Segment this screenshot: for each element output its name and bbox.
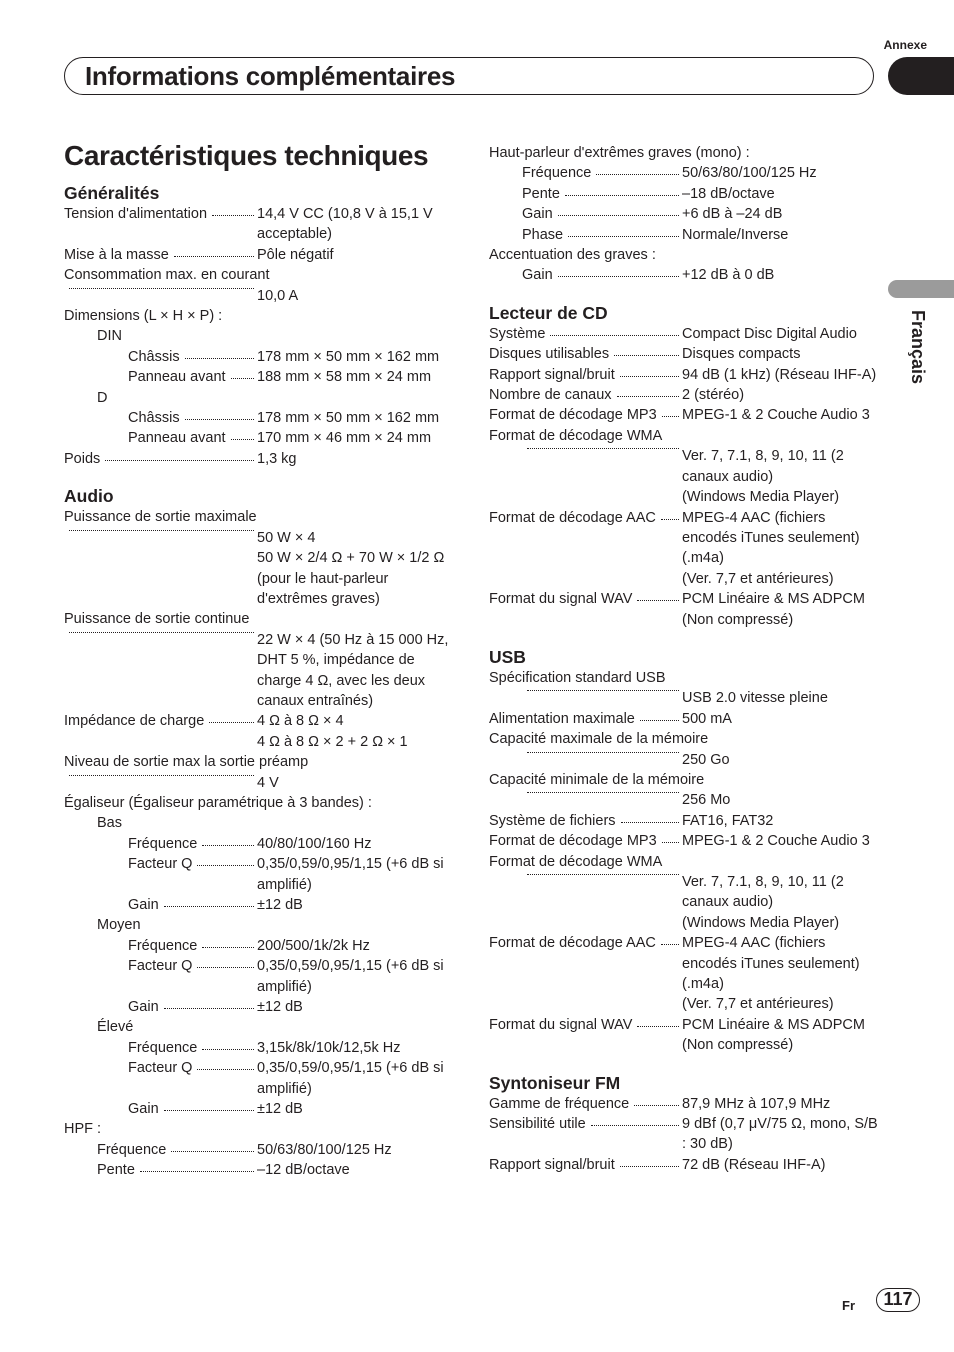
spec-heading: Format de décodage WMA (489, 853, 663, 870)
spec-row (64, 286, 454, 306)
spec-row (64, 915, 454, 935)
spec-label (489, 750, 682, 770)
spec-value: 22 W × 4 (50 Hz à 15 000 Hz, DHT 5 %, impédance de charge 4 Ω, avec les deux canaux entraînés) (257, 631, 449, 709)
spec-row (489, 163, 881, 183)
dot-leader (69, 630, 254, 633)
spec-value: Disques compacts (682, 346, 801, 363)
spec-row (489, 770, 881, 790)
spec-row (64, 507, 454, 527)
spec-row (64, 793, 454, 813)
spec-heading: Spécification standard USB (489, 669, 666, 686)
spec-label (64, 1099, 257, 1119)
spec-value: 50/63/80/100/125 Hz (682, 165, 817, 182)
dot-leader (661, 940, 679, 945)
spec-value: Compact Disc Digital Audio (682, 325, 857, 342)
spec-label (489, 1114, 682, 1155)
spec-label (64, 286, 257, 306)
spec-label (64, 711, 257, 752)
spec-label (489, 324, 682, 344)
spec-row (64, 449, 454, 469)
spec-value: MPEG-1 & 2 Couche Audio 3 (682, 407, 870, 424)
spec-value: 4 V (257, 774, 279, 791)
spec-row (64, 752, 454, 772)
spec-row (64, 528, 454, 610)
spec-value: MPEG-4 AAC (fichiers encodés iTunes seulement) (.m4a) (Ver. 7,7 et antérieures) (682, 509, 860, 587)
section-title: Généralités (64, 183, 160, 203)
spec-label (489, 1155, 682, 1175)
spec-value: Ver. 7, 7.1, 8, 9, 10, 11 (2 canaux audio) (Windows Media Player) (682, 448, 844, 506)
spec-label-text: Fréquence (128, 937, 198, 954)
spec-heading: Accentuation des graves : (489, 247, 656, 264)
spec-row (64, 1099, 454, 1119)
spec-label (489, 790, 682, 810)
dot-leader (550, 331, 679, 336)
spec-label (64, 630, 257, 712)
spec-row (64, 408, 454, 428)
spec-label (489, 508, 682, 590)
dot-leader (202, 841, 254, 846)
spec-row (489, 265, 881, 285)
spec-value: 10,0 A (257, 287, 299, 304)
spec-label (64, 997, 257, 1017)
dot-leader (568, 232, 679, 237)
spec-row (489, 426, 881, 446)
spec-heading: Puissance de sortie continue (64, 611, 250, 628)
spec-row (489, 324, 881, 344)
spec-label-text: Alimentation maximale (489, 710, 635, 727)
dot-leader (69, 286, 254, 289)
spec-value: Normale/Inverse (682, 226, 789, 243)
spec-label-text: Châssis (128, 348, 180, 365)
spec-label-text: Phase (522, 226, 564, 243)
dot-leader (527, 872, 679, 875)
spec-value: 256 Mo (682, 792, 731, 809)
spec-label (64, 936, 257, 956)
spec-value: 40/80/100/160 Hz (257, 835, 372, 852)
spec-label (64, 347, 257, 367)
spec-value: 4 Ω à 8 Ω × 4 4 Ω à 8 Ω × 2 + 2 Ω × 1 (257, 713, 408, 750)
dot-leader (662, 838, 679, 843)
spec-row (64, 204, 454, 245)
spec-row (64, 895, 454, 915)
dot-leader (637, 1022, 679, 1027)
spec-row (489, 729, 881, 749)
spec-label-text: Facteur Q (128, 856, 193, 873)
dot-leader (558, 272, 679, 277)
spec-label-text: Système de fichiers (489, 812, 616, 829)
section-label: Annexe (883, 38, 927, 52)
spec-heading: Niveau de sortie max la sortie préamp (64, 754, 309, 771)
spec-row (64, 367, 454, 387)
spec-label (489, 365, 682, 385)
dot-leader (140, 1167, 254, 1172)
spec-label-text: Panneau avant (128, 369, 226, 386)
spec-row (489, 1094, 881, 1114)
spec-heading: DIN (97, 328, 122, 345)
spec-row (489, 852, 881, 872)
spec-value: MPEG-4 AAC (fichiers encodés iTunes seulement) (.m4a) (Ver. 7,7 et antérieures) (682, 935, 860, 1013)
spec-heading: Format de décodage WMA (489, 427, 663, 444)
spec-value: PCM Linéaire & MS ADPCM (Non compressé) (682, 1016, 865, 1054)
spec-label (489, 709, 682, 729)
spec-label (64, 834, 257, 854)
dot-leader (527, 688, 679, 691)
spec-value: FAT16, FAT32 (682, 812, 774, 829)
spec-value: 178 mm × 50 mm × 162 mm (257, 410, 440, 427)
spec-label (489, 225, 682, 245)
spec-heading: D (97, 389, 108, 406)
spec-value: 94 dB (1 kHz) (Réseau IHF-A) (682, 366, 877, 383)
spec-label-text: Poids (64, 450, 101, 467)
spec-label (64, 428, 257, 448)
spec-label (489, 688, 682, 708)
spec-heading: Puissance de sortie maximale (64, 509, 257, 526)
spec-label (489, 1015, 682, 1056)
spec-label (489, 163, 682, 183)
section-title: Syntoniseur FM (489, 1072, 621, 1093)
spec-value: ±12 dB (257, 1101, 303, 1118)
page-number: 117 (876, 1288, 920, 1312)
spec-label-text: Format de décodage MP3 (489, 407, 657, 424)
spec-row (489, 688, 881, 708)
spec-label (64, 956, 257, 997)
spec-label (489, 872, 682, 933)
section-title: USB (489, 646, 526, 667)
dot-leader (637, 596, 679, 601)
spec-label-text: Format de décodage AAC (489, 509, 656, 526)
spec-label-text: Pente (97, 1162, 135, 1179)
dot-leader (617, 392, 679, 397)
spec-row (489, 811, 881, 831)
section-title: Audio (64, 486, 114, 507)
spec-row (489, 933, 881, 1015)
dot-leader (212, 211, 254, 216)
spec-label-text: Pente (522, 185, 560, 202)
spec-row (64, 813, 454, 833)
spec-label (489, 589, 682, 630)
dot-leader (527, 750, 679, 753)
spec-value: –12 dB/octave (257, 1162, 350, 1179)
spec-value: 0,35/0,59/0,95/1,15 (+6 dB si amplifié) (257, 958, 444, 995)
dot-leader (662, 412, 679, 417)
spec-label-text: Facteur Q (128, 1060, 193, 1077)
spec-label-text: Fréquence (97, 1141, 167, 1158)
spec-label-text: Gain (522, 267, 553, 284)
spec-value: 14,4 V CC (10,8 V à 15,1 V acceptable) (257, 206, 433, 243)
spec-row (489, 1015, 881, 1056)
spec-row (64, 630, 454, 712)
spec-row (489, 446, 881, 507)
left-column (64, 182, 454, 1181)
spec-heading: Moyen (97, 917, 141, 934)
spec-row (64, 265, 454, 285)
dot-leader (527, 790, 679, 793)
spec-heading: Haut-parleur d'extrêmes graves (mono) : (489, 145, 750, 161)
chapter-title: Informations complémentaires (85, 61, 456, 91)
spec-value: ±12 dB (257, 999, 303, 1016)
spec-label (64, 1058, 257, 1099)
spec-row (489, 709, 881, 729)
spec-row (489, 750, 881, 770)
spec-label (489, 204, 682, 224)
spec-row (489, 405, 881, 425)
spec-label (489, 831, 682, 851)
dot-leader (197, 1065, 254, 1070)
spec-row (489, 143, 881, 163)
spec-label (489, 933, 682, 1015)
spec-label (489, 344, 682, 364)
spec-label (489, 184, 682, 204)
dot-leader (105, 456, 254, 461)
spec-label (489, 265, 682, 285)
dot-leader (565, 191, 679, 196)
spec-value: 9 dBf (0,7 μV/75 Ω, mono, S/B : 30 dB) (682, 1116, 878, 1153)
spec-value: ±12 dB (257, 897, 303, 913)
spec-label-text: Panneau avant (128, 430, 226, 447)
spec-label (489, 385, 682, 405)
dot-leader (558, 211, 679, 216)
spec-value: PCM Linéaire & MS ADPCM (Non compressé) (682, 591, 865, 628)
spec-label (489, 405, 682, 425)
dot-leader (171, 1147, 254, 1152)
spec-label-text: Format du signal WAV (489, 1016, 633, 1033)
dot-leader (621, 818, 679, 823)
spec-heading: Capacité minimale de la mémoire (489, 771, 705, 788)
spec-row (64, 1017, 454, 1037)
spec-label (64, 245, 257, 265)
dot-leader (202, 943, 254, 948)
spec-label (64, 773, 257, 793)
spec-row (489, 385, 881, 405)
dot-leader (164, 902, 254, 907)
spec-label (489, 811, 682, 831)
spec-label (64, 408, 257, 428)
spec-row (489, 1114, 881, 1155)
spec-row (489, 668, 881, 688)
spec-value: Ver. 7, 7.1, 8, 9, 10, 11 (2 canaux audio) (Windows Media Player) (682, 874, 844, 931)
spec-label (64, 1140, 257, 1160)
spec-value: 188 mm × 58 mm × 24 mm (257, 369, 432, 386)
dot-leader (197, 963, 254, 968)
dot-leader (661, 515, 679, 520)
spec-value: 0,35/0,59/0,95/1,15 (+6 dB si amplifié) (257, 856, 444, 893)
spec-value: 50/63/80/100/125 Hz (257, 1141, 392, 1158)
spec-label-text: Sensibilité utile (489, 1116, 586, 1133)
spec-row (489, 365, 881, 385)
spec-label (489, 446, 682, 507)
spec-label-text: Rapport signal/bruit (489, 1156, 615, 1173)
spec-row (64, 956, 454, 997)
dot-leader (231, 374, 254, 379)
dot-leader (591, 1121, 679, 1126)
spec-label (64, 449, 257, 469)
spec-value: 87,9 MHz à 107,9 MHz (682, 1095, 831, 1112)
spec-value: 2 (stéréo) (682, 387, 745, 404)
spec-row (64, 834, 454, 854)
spec-value: MPEG-1 & 2 Couche Audio 3 (682, 833, 870, 850)
spec-row (64, 1058, 454, 1099)
dot-leader (620, 1162, 679, 1167)
spec-value: 170 mm × 46 mm × 24 mm (257, 430, 432, 447)
spec-label (64, 854, 257, 895)
spec-label-text: Rapport signal/bruit (489, 366, 615, 383)
spec-value: USB 2.0 vitesse pleine (682, 690, 828, 707)
spec-row (64, 1038, 454, 1058)
spec-label-text: Système (489, 325, 546, 342)
spec-value: 250 Go (682, 751, 730, 768)
spec-value: +6 dB à –24 dB (682, 206, 783, 223)
spec-label-text: Fréquence (128, 835, 198, 852)
spec-label-text: Format de décodage AAC (489, 935, 656, 952)
spec-value: 1,3 kg (257, 450, 297, 467)
spec-row (64, 936, 454, 956)
dot-leader (164, 1106, 254, 1111)
spec-row (64, 306, 454, 326)
spec-row (489, 184, 881, 204)
spec-heading: Consommation max. en courant (64, 267, 270, 284)
spec-value: 72 dB (Réseau IHF-A) (682, 1156, 826, 1173)
spec-label-text: Mise à la masse (64, 246, 169, 263)
right-column (489, 143, 881, 1175)
language-tab-marker (888, 280, 954, 298)
dot-leader (527, 446, 679, 449)
spec-label (64, 1160, 257, 1180)
dot-leader (202, 1045, 254, 1050)
spec-row (64, 1119, 454, 1139)
spec-row (64, 773, 454, 793)
dot-leader (185, 415, 254, 420)
spec-heading: Dimensions (L × H × P) : (64, 308, 223, 325)
spec-label-text: Fréquence (522, 165, 592, 182)
dot-leader (634, 1101, 679, 1106)
spec-label-text: Gain (128, 897, 159, 913)
spec-label (489, 1094, 682, 1114)
spec-label-text: Gain (128, 999, 159, 1016)
spec-label (64, 895, 257, 915)
spec-label-text: Fréquence (128, 1039, 198, 1056)
spec-row (489, 589, 881, 630)
spec-row (64, 1140, 454, 1160)
spec-heading: HPF : (64, 1121, 102, 1138)
spec-row (489, 831, 881, 851)
spec-label (64, 1038, 257, 1058)
spec-row (64, 609, 454, 629)
spec-heading: Élevé (97, 1019, 134, 1036)
spec-row (489, 1155, 881, 1175)
dot-leader (596, 170, 679, 175)
dot-leader (209, 718, 254, 723)
spec-label-text: Impédance de charge (64, 713, 205, 730)
spec-value: 500 mA (682, 710, 732, 727)
dot-leader (69, 528, 254, 531)
spec-row (64, 388, 454, 408)
spec-label-text: Châssis (128, 410, 180, 427)
spec-value: 0,35/0,59/0,95/1,15 (+6 dB si amplifié) (257, 1060, 444, 1097)
spec-row (64, 245, 454, 265)
spec-label (64, 367, 257, 387)
spec-label (64, 528, 257, 610)
spec-row (64, 854, 454, 895)
spec-value: 200/500/1k/2k Hz (257, 937, 370, 954)
dot-leader (164, 1004, 254, 1009)
spec-row (489, 790, 881, 810)
spec-row (489, 872, 881, 933)
dot-leader (197, 861, 254, 866)
spec-label-text: Gain (128, 1101, 159, 1118)
spec-heading: Égaliseur (Égaliseur paramétrique à 3 bandes) : (64, 794, 372, 811)
spec-label-text: Tension d'alimentation (64, 206, 208, 222)
spec-label-text: Gamme de fréquence (489, 1095, 630, 1112)
dot-leader (69, 773, 254, 776)
spec-row (489, 204, 881, 224)
spec-heading: Bas (97, 815, 122, 832)
language-code: Fr (842, 1298, 855, 1313)
dot-leader (614, 351, 679, 356)
dot-leader (174, 252, 254, 257)
chapter-header (64, 57, 874, 95)
dot-leader (185, 354, 254, 359)
spec-row (489, 344, 881, 364)
spec-label (64, 204, 257, 245)
spec-row (64, 347, 454, 367)
spec-row (489, 225, 881, 245)
dot-leader (640, 716, 679, 721)
spec-heading: Capacité maximale de la mémoire (489, 731, 709, 748)
spec-row (64, 326, 454, 346)
spec-label-text: Nombre de canaux (489, 387, 612, 404)
spec-label-text: Facteur Q (128, 958, 193, 975)
spec-row (64, 428, 454, 448)
page-title: Caractéristiques techniques (64, 140, 429, 171)
spec-value: 178 mm × 50 mm × 162 mm (257, 348, 440, 365)
spec-row (64, 1160, 454, 1180)
spec-value: 50 W × 4 50 W × 2/4 Ω + 70 W × 1/2 Ω (pour le haut-parleur d'extrêmes graves) (257, 529, 445, 607)
spec-row (64, 997, 454, 1017)
language-tab: Français (908, 310, 928, 385)
spec-label-text: Format de décodage MP3 (489, 833, 657, 850)
spec-row (64, 711, 454, 752)
spec-label-text: Disques utilisables (489, 346, 610, 363)
chapter-tab (888, 57, 954, 95)
spec-value: –18 dB/octave (682, 185, 775, 202)
dot-leader (231, 435, 254, 440)
section-title: Lecteur de CD (489, 302, 608, 323)
spec-row (489, 508, 881, 590)
spec-value: 3,15k/8k/10k/12,5k Hz (257, 1039, 401, 1056)
spec-value: Pôle négatif (257, 246, 334, 263)
dot-leader (620, 372, 679, 377)
spec-row (489, 245, 881, 265)
spec-label-text: Format du signal WAV (489, 591, 633, 608)
spec-label-text: Gain (522, 206, 553, 223)
spec-value: +12 dB à 0 dB (682, 267, 775, 284)
